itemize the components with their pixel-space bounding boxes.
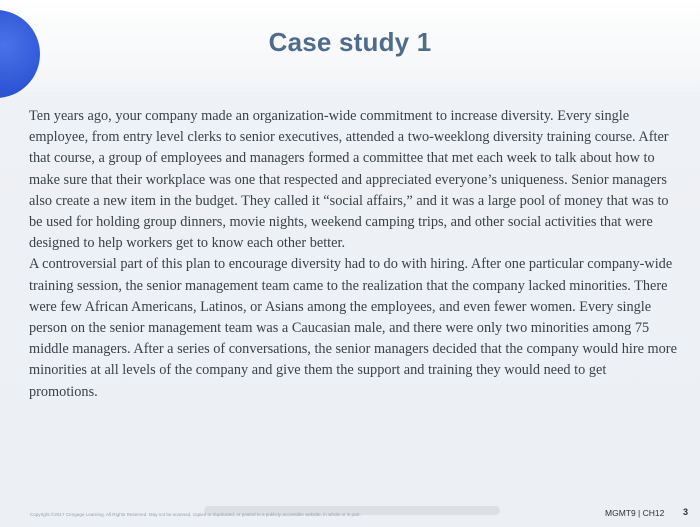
slide-title: Case study 1 <box>268 27 432 57</box>
case-study-text <box>29 106 677 403</box>
paragraph-2: A controversial part of this plan to encourage diversity had to do with hiring. After one particular company-wide training session, the senior management team came to the realization that the company lacked minorities. There were few African Americans, Latinos, or Asians among the employees, and even fewer women. Every single person on the senior management team was a Caucasian male, and there were only two minorities among 75 middle managers. After a series of conversations, the senior managers decided that the company would hire more minorities at all levels of the company and give them the support and training they would need to get promotions. <box>29 256 677 400</box>
paragraph-1: Ten years ago, your company made an organization-wide commitment to increase diversity. Every single employee, from entry level clerks to senior executives, attended a two-weeklong diversity training course. After that course, a group of employees and managers formed a committee that met each week to talk about how to make sure that their workplace was one that respected and appreciated everyone’s uniqueness. Senior managers also create a new item in the budget. They called it “social affairs,” and it was a large pool of money that was to be used for holding group dinners, movie nights, weekend camping trips, and other social activities that were designed to help workers get to know each other better. <box>29 108 669 252</box>
copyright-notice: Copyright ©2017 Cengage Learning. All Rights Reserved. May not be scanned, copied or duplicated, or posted to a publicly accessible website, in whole or in part. <box>30 512 361 517</box>
course-chapter-label: MGMT9 | CH12 <box>605 508 665 518</box>
page-number: 3 <box>683 507 689 517</box>
